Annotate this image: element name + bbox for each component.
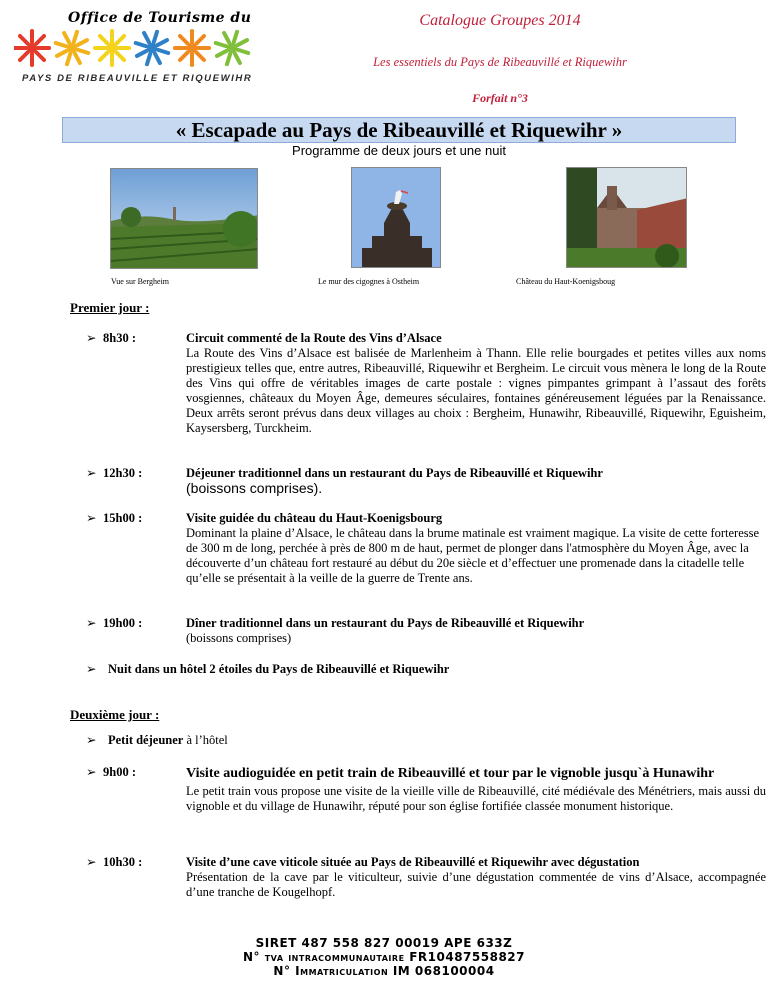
arrow-bullet-icon: ➢ bbox=[86, 765, 97, 779]
day1-heading: Premier jour : bbox=[70, 300, 150, 315]
logo-subtitle: PAYS DE RIBEAUVILLE ET RIQUEWIHR bbox=[22, 73, 253, 84]
page-title: « Escapade au Pays de Ribeauvillé et Riquewihr » bbox=[175, 118, 623, 142]
arrow-bullet-icon: ➢ bbox=[86, 855, 97, 869]
photo-bergheim bbox=[110, 168, 258, 269]
item-text: Dominant la plaine d’Alsace, le château dans la brume matinale est vraiment magique. La visite de cette forteresse de 300 m de long, perchée à près de 800 m de haut, permet de plonger dans l'atmosphère du Moyen Âge, avec la découverte d’un château fort restauré au début du 20e siècle et d’effectuer une promenade dans la citadelle telle qu’elle se présentait à la veille de la guerre de Trente ans. bbox=[186, 526, 760, 585]
item-title: Visite audioguidée en petit train de Ribeauvillé et tour par le vignoble jusqu`à Hunawihr bbox=[186, 766, 715, 781]
item-text: (boissons comprises) bbox=[186, 631, 292, 645]
item-title: Déjeuner traditionnel dans un restaurant du Pays de Ribeauvillé et Riquewihr bbox=[186, 466, 603, 480]
item-title: Dîner traditionnel dans un restaurant du Pays de Ribeauvillé et Riquewihr bbox=[186, 616, 585, 630]
forfait-number: Forfait n°3 bbox=[472, 91, 528, 105]
sun-figure-icon bbox=[216, 32, 248, 64]
item-time: 15h00 : bbox=[103, 511, 143, 525]
arrow-bullet-icon: ➢ bbox=[86, 733, 97, 747]
item-text: Présentation de la cave par le viticulteur, suivie d’une dégustation commentée de vins d’Alsace, accompagnée d’une tranche de Kougelhopf. bbox=[186, 870, 766, 899]
item-time: 12h30 : bbox=[103, 466, 143, 480]
photo-caption: Vue sur Bergheim bbox=[111, 277, 170, 286]
list-item bbox=[86, 855, 766, 925]
sun-figure-icon bbox=[175, 31, 209, 65]
arrow-bullet-icon: ➢ bbox=[86, 466, 97, 480]
footer-tva: N° tva intracommunautaire FR10487558827 bbox=[243, 950, 525, 964]
item-time: 10h30 : bbox=[103, 855, 143, 869]
arrow-bullet-icon: ➢ bbox=[86, 511, 97, 525]
logo-script-text: Office de Tourisme du bbox=[68, 10, 252, 26]
list-item bbox=[86, 733, 698, 751]
catalogue-title: Catalogue Groupes 2014 bbox=[419, 12, 581, 29]
page-subtitle: Programme de deux jours et une nuit bbox=[292, 143, 506, 158]
list-item bbox=[86, 616, 698, 650]
catalogue-subtitle: Les essentiels du Pays de Ribeauvillé et Riquewihr bbox=[373, 55, 627, 69]
photo-haut-koenigsbourg bbox=[566, 167, 687, 268]
list-item bbox=[86, 511, 760, 601]
item-text: La Route des Vins d’Alsace est balisée de Marlenheim à Thann. Elle relie bourgades et petites villes aux noms prestigieux telles que, entre autres, Ribeauvillé, Riquewihr et Bergheim. Le circuit vous mènera le long de la Route des Vins qui offre de véritables images de carte postale : vignes pimpantes grimpant à l’assaut des forêts vosgiennes, châteaux du Moyen Âge, demeures séculaires, fontaines généreusement léguées par la Renaissance. Deux arrêts seront prévus dans deux villages au choix : Bergheim, Hunawihr, Ribeauvillé, Riquewihr, Eguisheim, Kaysersberg, Turckheim. bbox=[186, 346, 766, 435]
photo-stork-wall bbox=[351, 167, 441, 268]
photo-caption: Château du Haut-Koenigsboug bbox=[516, 277, 616, 286]
item-time: 19h00 : bbox=[103, 616, 143, 630]
item-title: Circuit commenté de la Route des Vins d’Alsace bbox=[186, 331, 442, 345]
sun-figure-icon bbox=[15, 31, 49, 65]
item-text: (boissons comprises). bbox=[186, 480, 323, 496]
footer-siret: SIRET 487 558 827 00019 APE 633Z bbox=[255, 936, 513, 950]
arrow-bullet-icon: ➢ bbox=[86, 662, 97, 676]
sun-figure-icon bbox=[95, 31, 129, 65]
arrow-bullet-icon: ➢ bbox=[86, 331, 97, 345]
breakfast-label: Petit déjeuner bbox=[108, 733, 184, 747]
list-item bbox=[86, 765, 766, 845]
arrow-bullet-icon: ➢ bbox=[86, 616, 97, 630]
list-item bbox=[86, 466, 698, 500]
list-item bbox=[86, 662, 698, 680]
item-text: Le petit train vous propose une visite de la vieille ville de Ribeauvillé, cité médiévale des Ménétriers, mais aussi du vignoble et du village de Hunawihr, réputé pour son église fortifiée classée monument historique. bbox=[186, 784, 766, 813]
item-title: Visite d’une cave viticole située au Pays de Ribeauvillé et Riquewihr avec dégustation bbox=[186, 855, 640, 869]
item-title: Visite guidée du château du Haut-Koenigsbourg bbox=[186, 511, 443, 525]
sun-figure-icon bbox=[56, 32, 88, 64]
day2-heading: Deuxième jour : bbox=[70, 707, 160, 722]
item-time: 8h30 : bbox=[103, 331, 136, 345]
item-time: 9h00 : bbox=[103, 765, 136, 779]
night-text: Nuit dans un hôtel 2 étoiles du Pays de Ribeauvillé et Riquewihr bbox=[108, 662, 450, 676]
list-item bbox=[86, 331, 766, 451]
breakfast-text: à l’hôtel bbox=[183, 733, 228, 747]
photo-caption: Le mur des cigognes à Ostheim bbox=[318, 277, 420, 286]
sun-figure-icon bbox=[136, 32, 168, 64]
footer-immatriculation: N° Immatriculation IM 068100004 bbox=[273, 964, 495, 978]
